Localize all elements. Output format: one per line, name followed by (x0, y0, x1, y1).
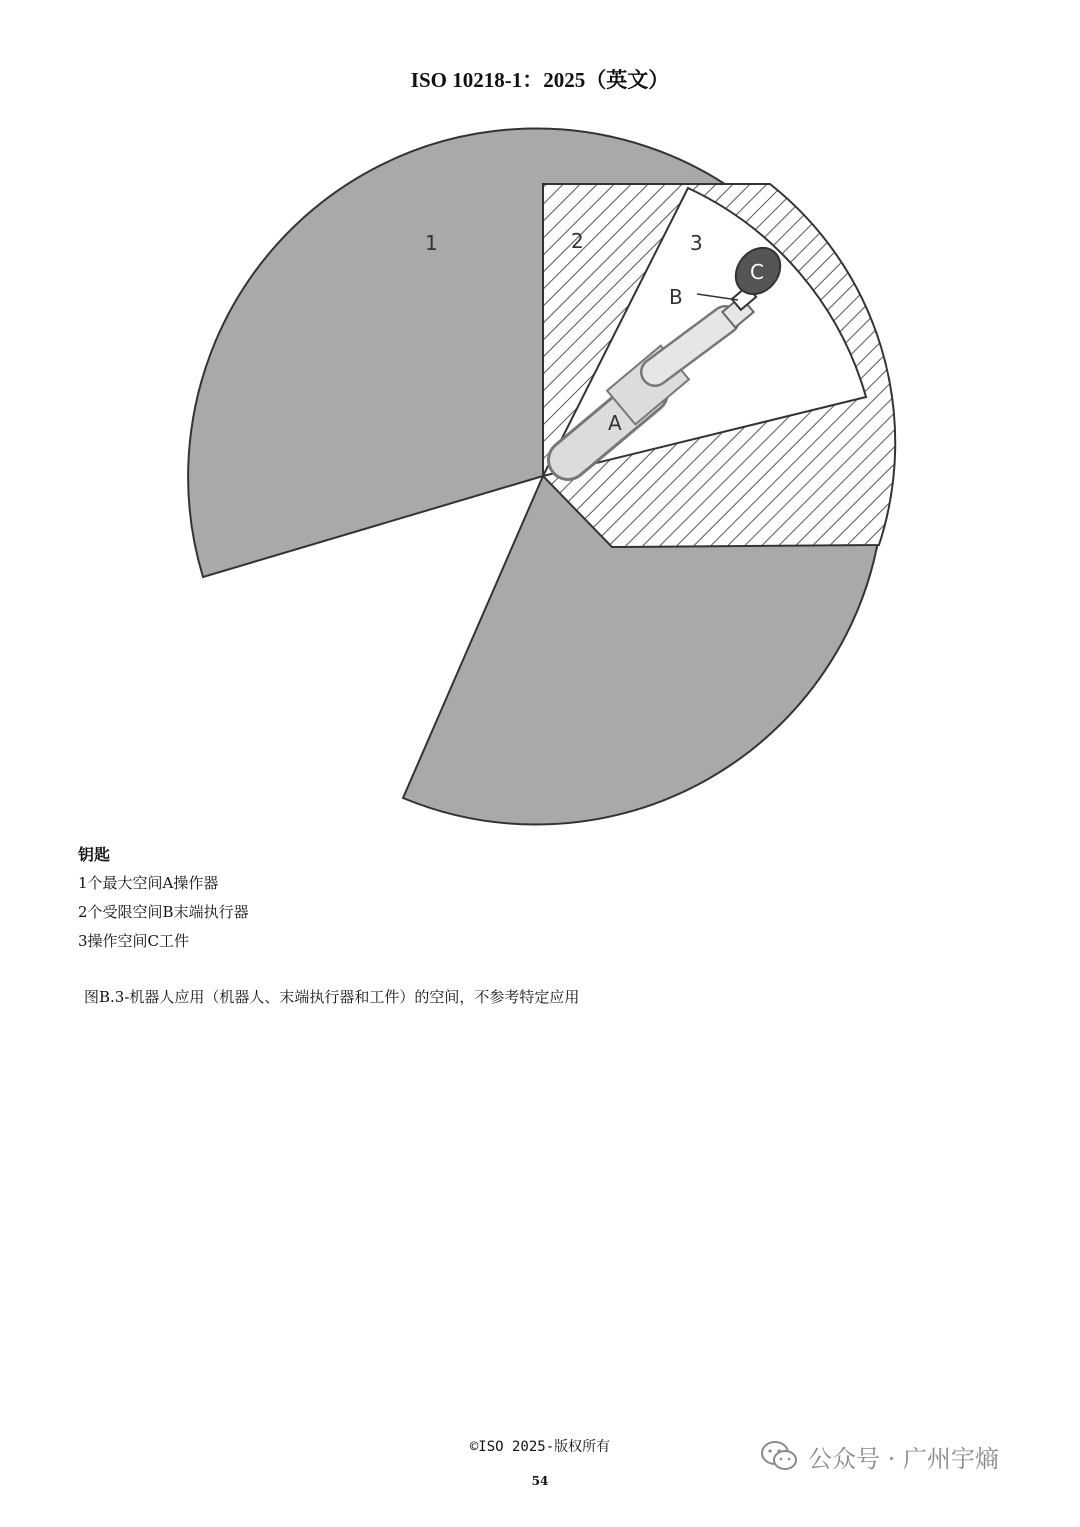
zone-label-3: 3 (690, 231, 703, 255)
wechat-icon (760, 1440, 798, 1472)
zone-label-1: 1 (425, 231, 438, 255)
legend-item: 1个最大空间A操作器 (78, 874, 219, 892)
part-label-b: B (669, 285, 683, 309)
document-header-title: ISO 10218-1：2025（英文） (410, 68, 670, 92)
page-number: 54 (531, 1474, 549, 1488)
part-label-a: A (608, 411, 622, 435)
legend-heading: 钥匙 (78, 845, 111, 864)
zone-label-2: 2 (571, 229, 584, 253)
watermark (760, 1436, 999, 1476)
part-label-c: C (750, 260, 764, 284)
legend-item: 3操作空间C工件 (78, 932, 190, 950)
legend-item: 2个受限空间B末端执行器 (78, 903, 249, 921)
copyright-notice: ©ISO 2025-版权所有 (469, 1439, 611, 1455)
figure-caption: 图B.3-机器人应用（机器人、末端执行器和工件）的空间，不参考特定应用 (84, 988, 580, 1006)
watermark-text: 公众号 · 广州宇熵 (808, 1444, 999, 1473)
